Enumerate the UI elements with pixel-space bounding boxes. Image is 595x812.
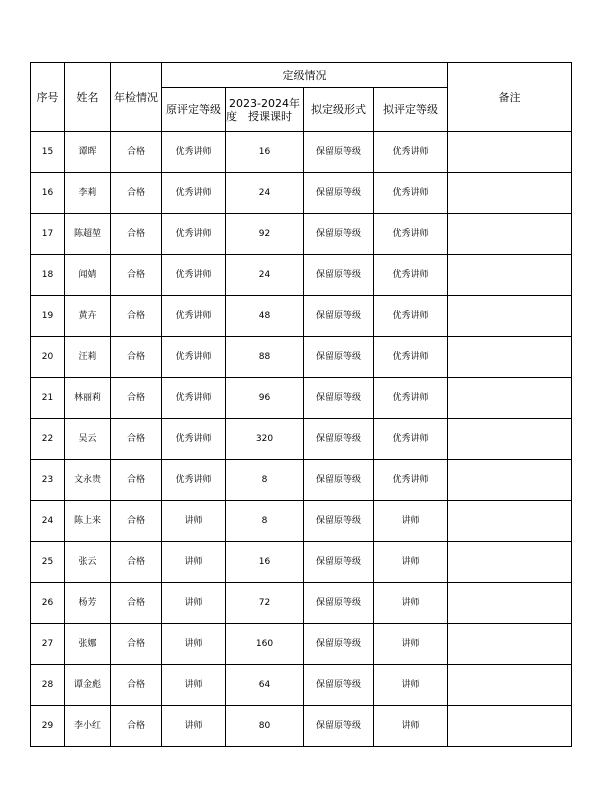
cell-remarks [448,419,572,460]
cell-proposed-grade: 讲师 [374,542,448,583]
header-teaching-hours-line1: 2023-2024年 [229,96,300,110]
cell-name: 李小红 [65,706,111,747]
cell-grading-form: 保留原等级 [304,337,374,378]
cell-teaching-hours: 16 [226,132,304,173]
cell-remarks [448,542,572,583]
cell-grading-form: 保留原等级 [304,460,374,501]
cell-proposed-grade: 优秀讲师 [374,173,448,214]
grading-table [30,62,572,747]
cell-proposed-grade: 讲师 [374,706,448,747]
cell-proposed-grade: 讲师 [374,624,448,665]
cell-name: 张云 [65,542,111,583]
cell-annual-check: 合格 [111,665,162,706]
header-annual-check: 年检情况 [111,63,162,132]
cell-grading-form: 保留原等级 [304,255,374,296]
cell-teaching-hours: 24 [226,173,304,214]
cell-original-grade: 优秀讲师 [162,296,226,337]
cell-seq: 26 [31,583,65,624]
cell-teaching-hours: 8 [226,501,304,542]
cell-proposed-grade: 优秀讲师 [374,419,448,460]
cell-remarks [448,501,572,542]
table-row [31,173,572,214]
table-body [31,63,572,747]
cell-teaching-hours: 88 [226,337,304,378]
cell-remarks [448,173,572,214]
cell-annual-check: 合格 [111,460,162,501]
table-row [31,419,572,460]
table-row [31,132,572,173]
cell-grading-form: 保留原等级 [304,214,374,255]
cell-remarks [448,214,572,255]
table-row [31,460,572,501]
header-teaching-hours [226,88,304,132]
cell-teaching-hours: 160 [226,624,304,665]
cell-grading-form: 保留原等级 [304,419,374,460]
cell-remarks [448,255,572,296]
cell-original-grade: 讲师 [162,501,226,542]
cell-remarks [448,337,572,378]
cell-original-grade: 讲师 [162,706,226,747]
cell-seq: 15 [31,132,65,173]
cell-proposed-grade: 优秀讲师 [374,296,448,337]
cell-grading-form: 保留原等级 [304,624,374,665]
cell-grading-form: 保留原等级 [304,132,374,173]
cell-remarks [448,132,572,173]
cell-teaching-hours: 72 [226,583,304,624]
cell-remarks [448,624,572,665]
cell-teaching-hours: 48 [226,296,304,337]
header-grading-form: 拟定级形式 [304,88,374,132]
cell-name: 陈上来 [65,501,111,542]
table-row [31,542,572,583]
cell-remarks [448,665,572,706]
header-original-grade: 原评定等级 [162,88,226,132]
cell-seq: 23 [31,460,65,501]
table-row [31,214,572,255]
cell-name: 林丽莉 [65,378,111,419]
header-teaching-hours-line2: 度 授课课时 [226,109,292,123]
header-proposed-grade: 拟评定等级 [374,88,448,132]
cell-original-grade: 讲师 [162,542,226,583]
cell-annual-check: 合格 [111,337,162,378]
cell-remarks [448,378,572,419]
cell-proposed-grade: 讲师 [374,501,448,542]
cell-name: 吴云 [65,419,111,460]
cell-teaching-hours: 92 [226,214,304,255]
cell-seq: 24 [31,501,65,542]
cell-seq: 22 [31,419,65,460]
cell-annual-check: 合格 [111,624,162,665]
cell-original-grade: 优秀讲师 [162,460,226,501]
cell-name: 文永贵 [65,460,111,501]
cell-annual-check: 合格 [111,214,162,255]
cell-teaching-hours: 16 [226,542,304,583]
cell-grading-form: 保留原等级 [304,378,374,419]
cell-seq: 18 [31,255,65,296]
cell-teaching-hours: 320 [226,419,304,460]
cell-name: 李莉 [65,173,111,214]
cell-name: 黄卉 [65,296,111,337]
cell-grading-form: 保留原等级 [304,296,374,337]
cell-teaching-hours: 64 [226,665,304,706]
header-seq: 序号 [31,63,65,132]
cell-seq: 20 [31,337,65,378]
cell-seq: 16 [31,173,65,214]
cell-remarks [448,460,572,501]
cell-name: 谭金彪 [65,665,111,706]
cell-grading-form: 保留原等级 [304,542,374,583]
cell-remarks [448,296,572,337]
header-name: 姓名 [65,63,111,132]
table-row [31,706,572,747]
cell-proposed-grade: 优秀讲师 [374,214,448,255]
cell-name: 陈超堃 [65,214,111,255]
cell-seq: 28 [31,665,65,706]
cell-seq: 25 [31,542,65,583]
cell-grading-form: 保留原等级 [304,173,374,214]
cell-grading-form: 保留原等级 [304,665,374,706]
cell-original-grade: 优秀讲师 [162,173,226,214]
cell-annual-check: 合格 [111,296,162,337]
cell-original-grade: 优秀讲师 [162,337,226,378]
cell-teaching-hours: 80 [226,706,304,747]
cell-proposed-grade: 优秀讲师 [374,460,448,501]
cell-seq: 19 [31,296,65,337]
cell-annual-check: 合格 [111,255,162,296]
cell-annual-check: 合格 [111,501,162,542]
cell-remarks [448,583,572,624]
cell-original-grade: 讲师 [162,583,226,624]
cell-proposed-grade: 优秀讲师 [374,378,448,419]
cell-teaching-hours: 8 [226,460,304,501]
table-row [31,296,572,337]
cell-seq: 17 [31,214,65,255]
header-row-1 [31,63,572,88]
cell-annual-check: 合格 [111,706,162,747]
cell-annual-check: 合格 [111,542,162,583]
cell-grading-form: 保留原等级 [304,706,374,747]
cell-original-grade: 讲师 [162,624,226,665]
cell-proposed-grade: 讲师 [374,583,448,624]
cell-name: 闻婧 [65,255,111,296]
cell-original-grade: 优秀讲师 [162,378,226,419]
table-row [31,583,572,624]
cell-annual-check: 合格 [111,583,162,624]
cell-teaching-hours: 96 [226,378,304,419]
cell-proposed-grade: 优秀讲师 [374,337,448,378]
cell-original-grade: 优秀讲师 [162,214,226,255]
cell-annual-check: 合格 [111,378,162,419]
header-grading-group: 定级情况 [162,63,448,88]
cell-grading-form: 保留原等级 [304,501,374,542]
cell-original-grade: 优秀讲师 [162,132,226,173]
cell-name: 张娜 [65,624,111,665]
table-row [31,665,572,706]
cell-proposed-grade: 优秀讲师 [374,255,448,296]
cell-remarks [448,706,572,747]
cell-annual-check: 合格 [111,173,162,214]
table-row [31,624,572,665]
cell-seq: 29 [31,706,65,747]
cell-name: 汪莉 [65,337,111,378]
cell-name: 杨芳 [65,583,111,624]
cell-grading-form: 保留原等级 [304,583,374,624]
cell-original-grade: 优秀讲师 [162,255,226,296]
cell-proposed-grade: 讲师 [374,665,448,706]
table-row [31,501,572,542]
cell-original-grade: 优秀讲师 [162,419,226,460]
cell-annual-check: 合格 [111,132,162,173]
header-remarks: 备注 [448,63,572,132]
table-row [31,255,572,296]
table-row [31,378,572,419]
cell-seq: 21 [31,378,65,419]
cell-teaching-hours: 24 [226,255,304,296]
cell-seq: 27 [31,624,65,665]
cell-annual-check: 合格 [111,419,162,460]
cell-original-grade: 讲师 [162,665,226,706]
table-row [31,337,572,378]
cell-proposed-grade: 优秀讲师 [374,132,448,173]
cell-name: 谭晖 [65,132,111,173]
